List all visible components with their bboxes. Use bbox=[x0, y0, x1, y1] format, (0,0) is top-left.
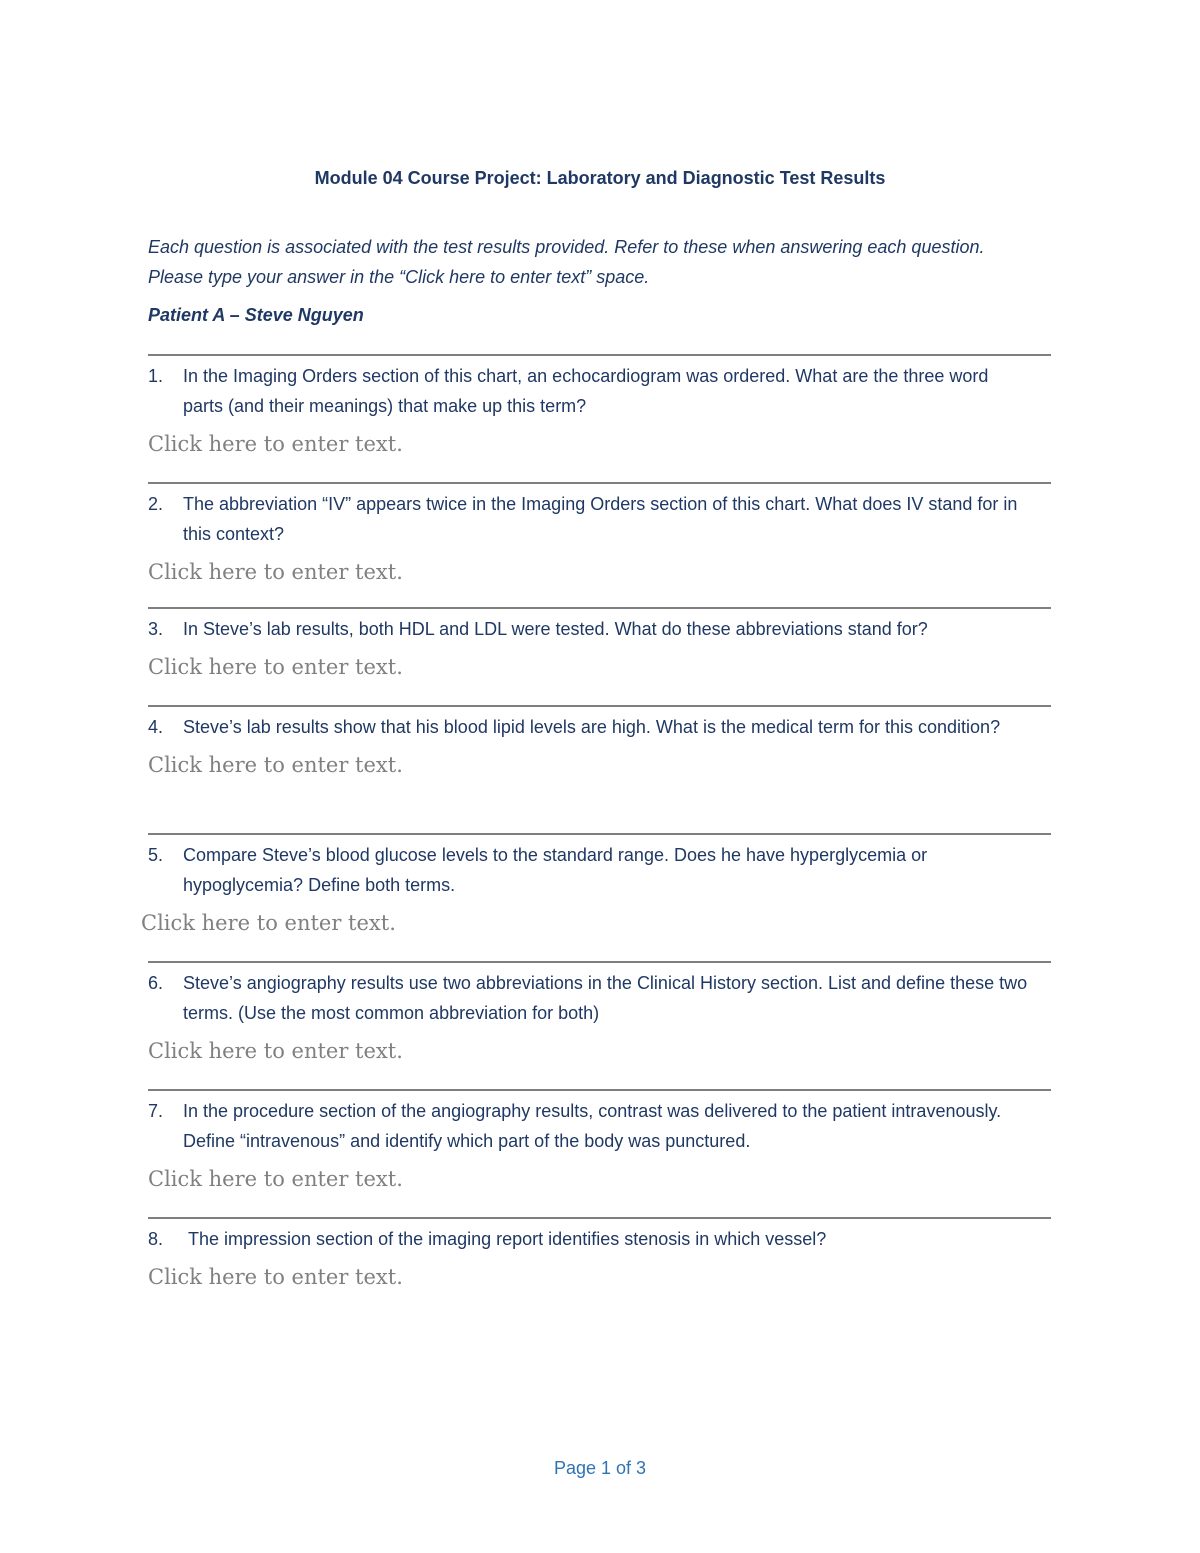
question-text: In the Imaging Orders section of this chart, an echocardiogram was ordered. What are the three word parts (and their meanings) that make up this term? bbox=[183, 366, 989, 416]
question-divider bbox=[148, 1089, 1051, 1091]
question-7 bbox=[148, 1096, 1051, 1156]
question-number: 5. bbox=[148, 845, 164, 865]
answer-field-6[interactable]: Click here to enter text. bbox=[148, 1039, 403, 1063]
question-4 bbox=[148, 712, 1051, 742]
question-number: 6. bbox=[148, 973, 164, 993]
answer-field-2[interactable]: Click here to enter text. bbox=[148, 560, 403, 584]
question-2 bbox=[148, 489, 1051, 549]
question-text: Steve’s angiography results use two abbreviations in the Clinical History section. List and define these two terms. (Use the most common abbreviation for both) bbox=[183, 973, 1028, 1023]
answer-field-7[interactable]: Click here to enter text. bbox=[148, 1167, 403, 1191]
question-block-5 bbox=[141, 833, 1051, 937]
question-number: 4. bbox=[148, 717, 164, 737]
document-title: Module 04 Course Project: Laboratory and Diagnostic Test Results bbox=[314, 168, 886, 188]
instructions-text: Each question is associated with the test results provided. Refer to these when answering each question. Please type your answer in the “Click here to enter text” space. bbox=[148, 237, 985, 287]
question-block-7 bbox=[148, 1089, 1051, 1193]
question-number: 2. bbox=[148, 494, 164, 514]
question-8 bbox=[148, 1224, 1051, 1254]
question-number: 7. bbox=[148, 1101, 164, 1121]
question-divider bbox=[148, 354, 1051, 356]
question-text: In Steve’s lab results, both HDL and LDL were tested. What do these abbreviations stand for? bbox=[183, 619, 928, 639]
question-divider bbox=[148, 607, 1051, 609]
question-block-8 bbox=[148, 1217, 1051, 1291]
question-block-4 bbox=[148, 705, 1051, 779]
question-text: The impression section of the imaging report identifies stenosis in which vessel? bbox=[188, 1229, 827, 1249]
question-number: 3. bbox=[148, 619, 164, 639]
question-1 bbox=[148, 361, 1051, 421]
question-divider bbox=[148, 961, 1051, 963]
question-6 bbox=[148, 968, 1051, 1028]
question-divider bbox=[148, 1217, 1051, 1219]
patient-heading: Patient A – Steve Nguyen bbox=[148, 305, 364, 325]
question-block-2 bbox=[148, 482, 1051, 586]
answer-field-5[interactable]: Click here to enter text. bbox=[141, 911, 396, 935]
question-text: The abbreviation “IV” appears twice in the Imaging Orders section of this chart. What does IV stand for in this context? bbox=[183, 494, 1018, 544]
question-5 bbox=[148, 840, 1051, 900]
question-number: 8. bbox=[148, 1229, 164, 1249]
question-text: Steve’s lab results show that his blood lipid levels are high. What is the medical term for this condition? bbox=[183, 717, 1001, 737]
answer-field-8[interactable]: Click here to enter text. bbox=[148, 1265, 403, 1289]
answer-field-4[interactable]: Click here to enter text. bbox=[148, 753, 403, 777]
question-divider bbox=[148, 482, 1051, 484]
question-divider bbox=[148, 833, 1051, 835]
page-number: Page 1 of 3 bbox=[553, 1458, 647, 1478]
question-text: Compare Steve’s blood glucose levels to the standard range. Does he have hyperglycemia or hypoglycemia? Define both terms. bbox=[183, 845, 928, 895]
question-divider bbox=[148, 705, 1051, 707]
answer-field-1[interactable]: Click here to enter text. bbox=[148, 432, 403, 456]
answer-field-3[interactable]: Click here to enter text. bbox=[148, 655, 403, 679]
question-3 bbox=[148, 614, 1051, 644]
question-block-1 bbox=[148, 354, 1051, 458]
question-block-6 bbox=[148, 961, 1051, 1065]
question-block-3 bbox=[148, 607, 1051, 681]
question-number: 1. bbox=[148, 366, 164, 386]
question-text: In the procedure section of the angiography results, contrast was delivered to the patient intravenously. Define “intravenous” and identify which part of the body was punctured. bbox=[183, 1101, 1002, 1151]
